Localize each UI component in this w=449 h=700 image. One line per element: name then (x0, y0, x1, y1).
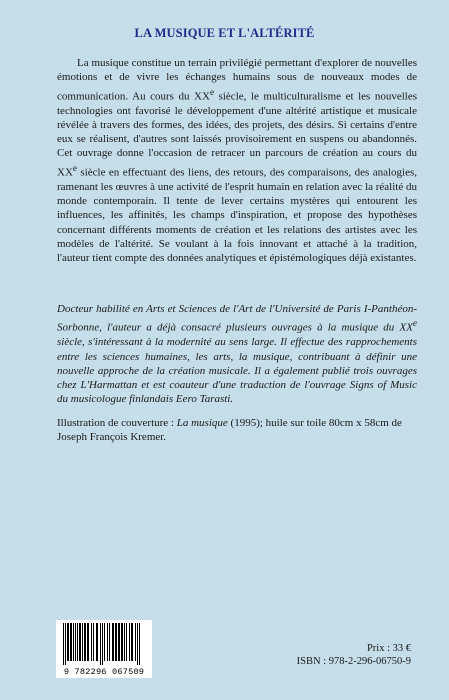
barcode-bar (63, 623, 64, 665)
barcode-bar (118, 623, 120, 661)
artwork-title: La musique (176, 417, 228, 429)
barcode-bar (77, 623, 78, 661)
barcode-bar (137, 623, 138, 665)
bio-text-2: siècle, s'intéressant à la modernité au sens large. Il effectue des rapprochements entre les sciences humaines, les arts, la musique, contribuant à définir une nouvelle approche de la création musicale. Il a également publié trois ouvrages chez L'Harmattan et est coauteur d'une traduction de l'ouvrage Signs of Music du musicologue finlandais Eero Tarasti. (57, 336, 417, 406)
barcode-bar (121, 623, 123, 661)
summary-text-2: siècle, le multiculturalisme et les nouvelles technologies ont favorisé le développement d'une altérité artistique et musicale révélée à travers des formes, des idées, des projets, des désirs. Si certains d'entre eux se réalisent, d'autres sont laissés provisoirement en suspens ou abandonnés. Cet ouvrage donne l'occasion de retracer un parcours de création au cours du XX (57, 90, 417, 179)
barcode-bar (109, 623, 110, 661)
summary-text-1: La musique constitue un terrain privilégié permettant d'explorer de nouvelles émotions et de vivre les échanges humains sous de nouveaux modes de communication. Au cours du XX (57, 57, 417, 103)
barcode-bar (87, 623, 89, 661)
barcode-bar (102, 623, 103, 665)
barcode-bar (124, 623, 125, 661)
barcode-bars (62, 623, 146, 665)
barcode-bar (96, 623, 98, 661)
cover-illustration-credit (57, 416, 417, 445)
barcode-bar (107, 623, 108, 661)
barcode-bar (129, 623, 130, 661)
barcode-bar (104, 623, 105, 661)
isbn: ISBN : 978-2-296-06750-9 (296, 656, 411, 667)
barcode-bar (115, 623, 117, 661)
superscript-e: e (209, 86, 215, 97)
summary-text-3: siècle en effectuant des liens, des retours, des comparaisons, des analogies, ramenant les œuvres à une activité de l'esprit humain en relation avec la réalité du monde contemporain. Il tente de lever certains mystères qui entourent les influences, les affinités, les champs d'inspiration, et propose des hypothèses concernant différents moments de création et les relations des artistes avec les modèles de l'altérité. Se voulant à la fois innovant et attaché à la tradition, l'auteur tient compte des données analytiques et épistémologiques déjà existantes. (57, 166, 417, 265)
barcode-bar (67, 623, 69, 661)
barcode-digits: 9 782296 067509 (63, 667, 145, 677)
credit-suffix: (1995); huile sur toile 80cm x 58cm de Joseph François Kremer. (57, 417, 402, 444)
superscript-e: e (412, 318, 417, 329)
barcode-bar (75, 623, 76, 661)
barcode-bar (70, 623, 72, 661)
barcode (56, 620, 152, 678)
author-bio (57, 302, 417, 407)
barcode-bar (139, 623, 140, 665)
price: Prix : 33 € (366, 643, 411, 654)
barcode-bar (84, 623, 86, 661)
barcode-bar (82, 623, 83, 661)
summary-paragraph (57, 56, 417, 265)
barcode-bar (65, 623, 66, 665)
barcode-bar (100, 623, 101, 665)
barcode-bar (126, 623, 127, 661)
barcode-bar (131, 623, 133, 661)
barcode-bar (79, 623, 81, 661)
bio-text-1: Docteur habilité en Arts et Sciences de l'Art de l'Université de Paris I-Panthéon-Sorbonne, l'auteur a déjà consacré plusieurs ouvrages à la musique du XX (57, 303, 417, 334)
book-title: LA MUSIQUE ET L'ALTÉRITÉ (134, 26, 315, 40)
barcode-bar (93, 623, 94, 661)
barcode-bar (112, 623, 114, 661)
barcode-bar (73, 623, 74, 661)
barcode-bar (135, 623, 136, 661)
superscript-e: e (72, 162, 77, 173)
barcode-bar (91, 623, 92, 661)
credit-prefix: Illustration de couverture : (57, 417, 177, 429)
